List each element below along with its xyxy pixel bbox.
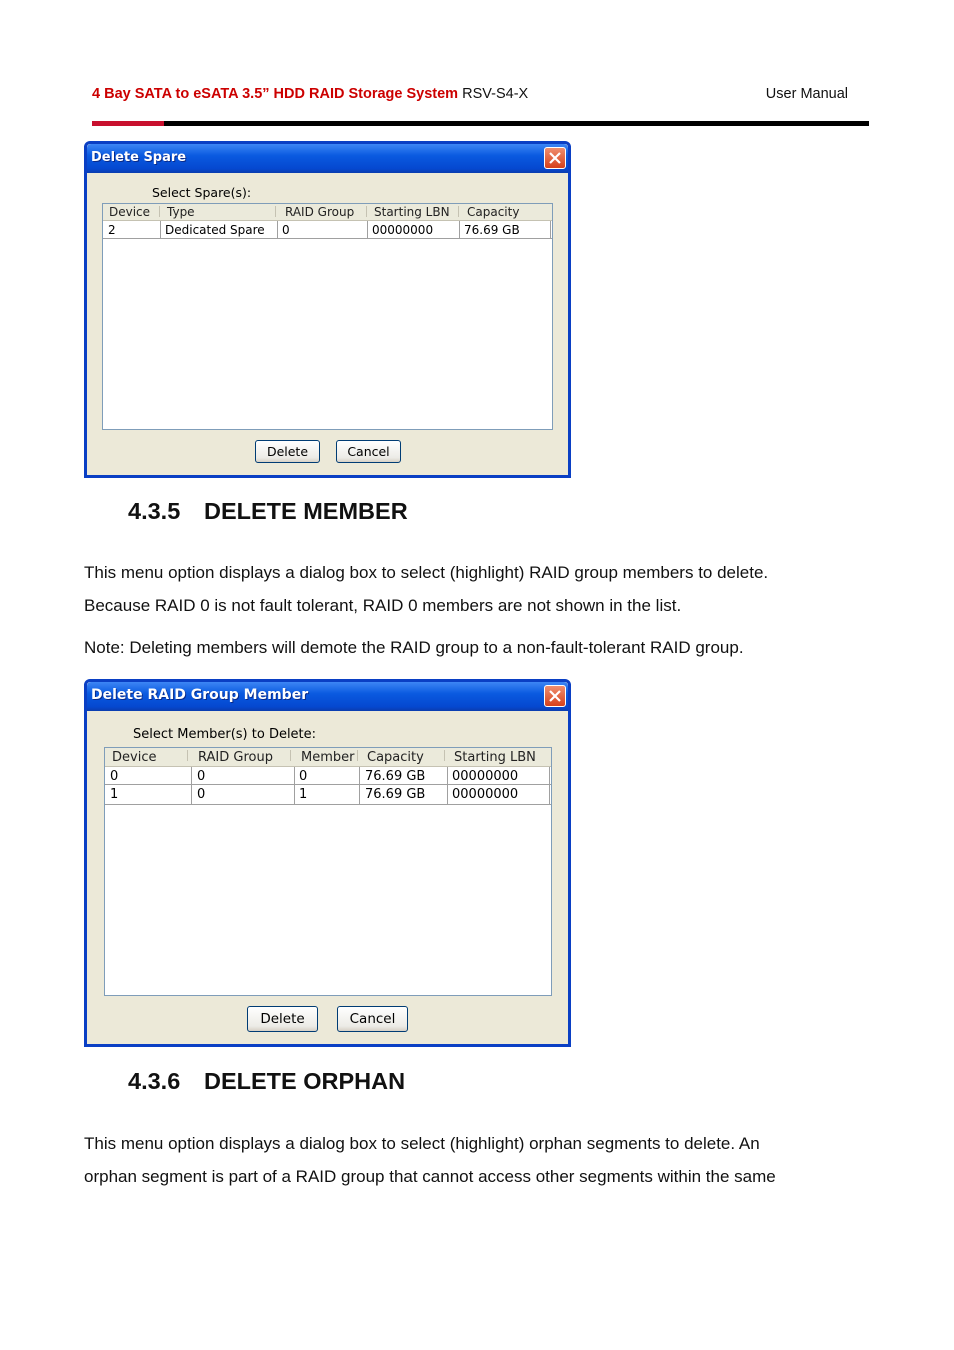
dialog-title: Delete Spare <box>91 150 187 165</box>
dialog-titlebar <box>87 682 568 711</box>
paragraph-line: orphan segment is part of a RAID group that cannot access other segments within the same <box>84 1167 776 1186</box>
select-prompt: Select Member(s) to Delete: <box>133 727 317 742</box>
close-icon[interactable] <box>544 147 566 169</box>
section-number: 4.3.6 <box>128 1068 181 1094</box>
spare-list[interactable] <box>102 203 553 430</box>
column-header[interactable]: Capacity <box>367 750 424 765</box>
close-icon[interactable] <box>544 685 566 707</box>
column-header[interactable]: Device <box>109 205 151 219</box>
column-header[interactable]: RAID Group <box>198 750 273 765</box>
column-header[interactable]: Member <box>301 750 355 765</box>
cell: 1 <box>110 787 119 802</box>
list-row[interactable] <box>105 785 551 805</box>
cell: 0 <box>197 769 206 784</box>
cell: 00000000 <box>372 223 434 237</box>
section-title: DELETE ORPHAN <box>204 1068 406 1094</box>
list-header <box>103 204 552 221</box>
dialog-titlebar <box>87 144 568 173</box>
cell: 0 <box>282 223 290 237</box>
select-prompt: Select Spare(s): <box>152 185 252 200</box>
section-number: 4.3.5 <box>128 498 181 524</box>
delete-button[interactable]: Delete <box>247 1006 318 1032</box>
dialog-title: Delete RAID Group Member <box>91 687 309 703</box>
model-number: RSV-S4-X <box>462 86 529 102</box>
paragraph-line: This menu option displays a dialog box to select (highlight) orphan segments to delete. An <box>84 1134 760 1153</box>
column-header[interactable]: Capacity <box>467 205 520 219</box>
cell: 76.69 GB <box>464 223 520 237</box>
list-row[interactable] <box>103 221 552 239</box>
cell: 1 <box>299 787 308 802</box>
header-rule-accent <box>92 121 164 126</box>
cancel-button[interactable]: Cancel <box>336 440 401 463</box>
cell: 2 <box>108 223 116 237</box>
manual-label: User Manual <box>765 86 848 102</box>
column-header[interactable]: Starting LBN <box>454 750 536 765</box>
section-heading <box>128 498 408 525</box>
cell: Dedicated Spare <box>165 223 265 237</box>
delete-member-dialog <box>84 679 571 1047</box>
cell: 00000000 <box>452 787 519 802</box>
section-title: DELETE MEMBER <box>204 498 408 524</box>
cell: 0 <box>197 787 206 802</box>
list-header <box>105 748 551 767</box>
cancel-button[interactable]: Cancel <box>337 1006 408 1032</box>
paragraph-line: This menu option displays a dialog box to select (highlight) RAID group members to delete. <box>84 563 769 582</box>
page-header <box>92 86 848 106</box>
header-rule <box>92 121 869 126</box>
list-row[interactable] <box>105 767 551 785</box>
cell: 00000000 <box>452 769 519 784</box>
member-list[interactable] <box>104 747 552 996</box>
column-header[interactable]: Type <box>167 205 195 219</box>
cell: 0 <box>299 769 308 784</box>
delete-button[interactable]: Delete <box>255 440 320 463</box>
section-heading <box>128 1068 405 1095</box>
column-header[interactable]: RAID Group <box>285 205 355 219</box>
paragraph-line: Because RAID 0 is not fault tolerant, RAID 0 members are not shown in the list. <box>84 596 682 615</box>
cell: 0 <box>110 769 119 784</box>
column-header[interactable]: Device <box>112 750 157 765</box>
cell: 76.69 GB <box>365 769 426 784</box>
column-header[interactable]: Starting LBN <box>374 205 450 219</box>
product-name: 4 Bay SATA to eSATA 3.5” HDD RAID Storage System <box>92 86 459 102</box>
note-text: Note: Deleting members will demote the RAID group to a non-fault-tolerant RAID group. <box>84 638 744 657</box>
delete-spare-dialog <box>84 141 571 478</box>
cell: 76.69 GB <box>365 787 426 802</box>
